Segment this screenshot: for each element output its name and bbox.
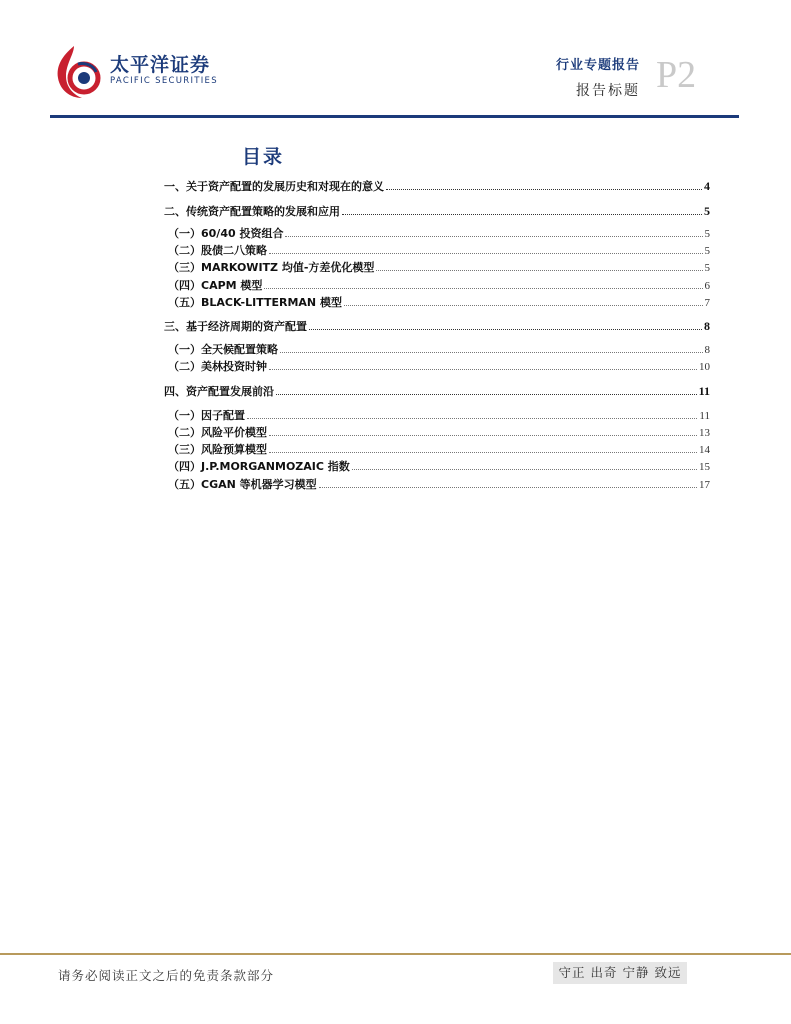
toc-entry-page: 7 (704, 297, 710, 309)
toc-dot-leader (269, 243, 703, 254)
toc-entry-title: （一）因子配置 (168, 409, 245, 422)
page-number-mark: P2 (656, 54, 697, 96)
toc-dot-leader (344, 295, 703, 306)
toc-dot-leader (264, 278, 702, 289)
toc-dot-leader (285, 226, 702, 237)
toc-entry-title: （五）BLACK-LITTERMAN 模型 (168, 296, 342, 309)
toc-dot-leader (376, 260, 702, 271)
toc-entry[interactable] (168, 242, 710, 258)
toc-entry-title: （一）全天候配置策略 (168, 343, 278, 356)
toc-entry-page: 11 (699, 410, 710, 422)
header-divider (50, 115, 739, 118)
toc-entry[interactable] (168, 259, 710, 275)
toc-entry-title: 一、关于资产配置的发展历史和对现在的意义 (164, 180, 384, 193)
logo-company-name: 太平洋证券 (110, 54, 211, 76)
toc-entry-title: （三）风险预算模型 (168, 443, 267, 456)
toc-dot-leader (342, 204, 702, 215)
toc-entry[interactable] (168, 277, 710, 293)
toc-entry-page: 6 (704, 280, 710, 292)
toc-dot-leader (352, 459, 697, 470)
company-logo (52, 42, 222, 102)
toc-entry-page: 5 (704, 204, 710, 218)
toc-entry-page: 14 (699, 444, 710, 456)
toc-entry-title: 二、传统资产配置策略的发展和应用 (164, 205, 340, 218)
toc-dot-leader (269, 425, 697, 436)
toc-entry[interactable] (164, 203, 710, 219)
toc-dot-leader (319, 477, 697, 488)
toc-entry-title: （五）CGAN 等机器学习模型 (168, 478, 317, 491)
toc-entry[interactable] (168, 358, 710, 374)
logo-company-name-en: PACIFIC SECURITIES (110, 76, 218, 86)
toc-entry-title: （三）MARKOWITZ 均值-方差优化模型 (168, 261, 375, 274)
toc-entry-title: （四）CAPM 模型 (168, 279, 263, 292)
footer-disclaimer: 请务必阅读正文之后的免责条款部分 (58, 968, 275, 983)
footer-motto: 守正 出奇 宁静 致远 (553, 962, 687, 984)
toc-dot-leader (276, 384, 697, 395)
toc-entry-page: 8 (704, 344, 710, 356)
toc-entry-title: （二）股债二八策略 (168, 244, 267, 257)
toc-entry[interactable] (168, 476, 710, 492)
toc-entry-page: 5 (704, 262, 710, 274)
toc-entry-page: 13 (699, 427, 710, 439)
toc-dot-leader (269, 359, 697, 370)
toc-entry-title: （二）风险平价模型 (168, 426, 267, 439)
report-type: 行业专题报告 (556, 58, 641, 73)
toc-entry-page: 4 (704, 179, 710, 193)
toc-entry[interactable] (164, 318, 710, 334)
toc-entry-page: 11 (698, 384, 710, 398)
toc-entry[interactable] (164, 383, 710, 399)
toc-dot-leader (247, 408, 697, 419)
toc-entry-title: 三、基于经济周期的资产配置 (164, 320, 307, 333)
toc-dot-leader (386, 179, 702, 190)
toc-entry[interactable] (168, 458, 710, 474)
toc-entry-title: （二）美林投资时钟 (168, 360, 267, 373)
toc-entry[interactable] (168, 341, 710, 357)
toc-heading: 目录 (242, 146, 285, 168)
toc-dot-leader (280, 342, 703, 353)
toc-dot-leader (269, 442, 697, 453)
toc-entry-page: 8 (704, 319, 710, 333)
toc-entry[interactable] (164, 178, 710, 194)
toc-entry-page: 10 (699, 361, 710, 373)
toc-entry-title: （一）60/40 投资组合 (168, 227, 284, 240)
toc-dot-leader (309, 319, 702, 330)
report-title: 报告标题 (576, 83, 640, 99)
toc-entry-page: 17 (699, 479, 710, 491)
toc-entry-title: （四）J.P.MORGANMOZAIC 指数 (168, 460, 350, 473)
toc-entry[interactable] (168, 441, 710, 457)
toc-entry-page: 5 (704, 228, 710, 240)
toc-entry-title: 四、资产配置发展前沿 (164, 385, 274, 398)
toc-entry[interactable] (168, 407, 710, 423)
footer-divider (0, 953, 791, 955)
toc-entry-page: 15 (699, 461, 710, 473)
toc-entry[interactable] (168, 424, 710, 440)
toc-entry-page: 5 (704, 245, 710, 257)
toc-entry[interactable] (168, 294, 710, 310)
logo-emblem-icon (52, 42, 104, 102)
toc-entry[interactable] (168, 225, 710, 241)
